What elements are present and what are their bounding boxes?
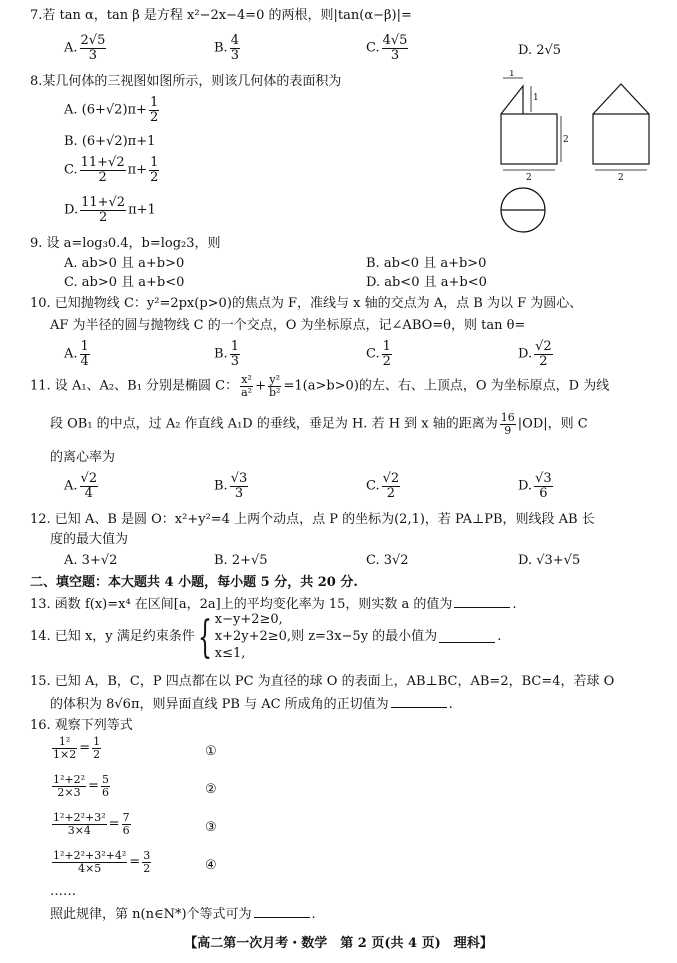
q16-stem: 16. 观察下列等式 (30, 718, 133, 733)
q10-option-d: D. $\frac{√2}{2}$ (518, 339, 552, 369)
q16-tag-2: ② (205, 782, 217, 797)
side-view (593, 84, 649, 164)
q11-option-b: B. $\frac{√3}{3}$ (214, 471, 248, 501)
q15-answer-blank[interactable] (391, 696, 447, 708)
q13: 13. 函数 f(x)=x⁴ 在区间[a，2a]上的平均变化率为 15，则实数 a 的值为 . (30, 597, 517, 612)
q10-option-c: C. $\frac{1}{2}$ (366, 339, 391, 369)
q12-option-d: D. √3+√5 (518, 553, 581, 568)
q10-option-a: A. $\frac{1}{4}$ (64, 339, 89, 369)
q7-option-c: C. $\frac{4√5}{3}$ (366, 33, 408, 63)
dim-body-height: 2 (563, 135, 569, 145)
q12-line1: 12. 已知 A、B 是圆 O：x²+y²=4 上两个动点，点 P 的坐标为(2,1)，若 PA⊥PB，则线段 AB 长 (30, 512, 595, 527)
q12-option-c: C. 3√2 (366, 553, 409, 568)
q7-stem: 7.若 tan α，tan β 是方程 x²−2x−4=0 的两根，则|tan(α−β)|= (30, 8, 412, 23)
q9-stem: 9. 设 a=log₃0.4，b=log₂3，则 (30, 236, 221, 251)
q14-constraints: x−y+2≥0, x+2y+2≥0, x≤1, (214, 612, 292, 661)
dim-front-width: 2 (526, 173, 532, 183)
q11-line1: 11. 设 A₁、A₂、B₁ 分别是椭圆 C： $\frac{\text{x²}}{\text{a²}}$ + $\frac{\text{y²}}{\text{b²}}$ =1(a>b>0)的左、右、上顶点，O 为坐标原点，D 为线 (30, 373, 610, 399)
q11-option-a: A. $\frac{√2}{4}$ (64, 471, 98, 501)
q16-tag-1: ① (205, 744, 217, 759)
q14-answer-blank[interactable] (439, 631, 495, 643)
three-view-figure (495, 70, 665, 240)
q12-option-a: A. 3+√2 (64, 553, 118, 568)
q10-line1: 10. 已知抛物线 C：y²=2px(p>0)的焦点为 F，准线与 x 轴的交点为 A，点 B 为以 F 为圆心、 (30, 296, 583, 311)
q16-rule: 照此规律，第 n(n∈N*)个等式可为 . (50, 907, 316, 922)
q16-answer-blank[interactable] (254, 906, 310, 918)
q14: 14. 已知 x，y 满足约束条件{ x−y+2≥0, x+2y+2≥0, x≤1, 则 z=3x−5y 的最小值为 . (30, 611, 502, 663)
dim-side-width: 2 (618, 173, 624, 183)
dim-top-width: 1 (509, 70, 515, 79)
q9-option-d: D. ab<0 且 a+b<0 (366, 275, 487, 290)
section-fill-in-title: 二、填空题：本大题共 4 小题，每小题 5 分，共 20 分. (30, 575, 358, 590)
q7-option-b: B. $\frac{4}{3}$ (214, 33, 239, 63)
q10-option-b: B. $\frac{1}{3}$ (214, 339, 239, 369)
q9-option-a: A. ab>0 且 a+b>0 (64, 256, 185, 271)
q13-answer-blank[interactable] (454, 596, 510, 608)
front-view (501, 86, 557, 164)
q16-tag-4: ④ (205, 858, 217, 873)
q11-line2: 段 OB₁ 的中点，过 A₂ 作直线 A₁D 的垂线，垂足为 H. 若 H 到 x 轴的距离为 $\frac{16}{9}$ |OD|，则 C (50, 411, 588, 437)
q10-line2: AF 为半径的圆与抛物线 C 的一个交点，O 为坐标原点，记∠ABO=θ，则 tan θ= (50, 318, 526, 333)
dim-roof-height: 1 (533, 93, 539, 103)
q9-option-b: B. ab<0 且 a+b>0 (366, 256, 487, 271)
q8-option-c: C. $\frac{11+√2}{2}$ π+ $\frac{1}{2}$ (64, 155, 159, 185)
q8-option-d: D. $\frac{11+√2}{2}$ π+1 (64, 195, 156, 225)
q7-option-d: D. 2√5 (518, 43, 562, 58)
q11-option-d: D. $\frac{√3}{6}$ (518, 471, 552, 501)
q16-equation-2: $\frac{\text{1²+2²}}{2\times 3}$ = $\frac{5}{6}$ (53, 773, 109, 799)
q16-equation-1: $\frac{\text{1²}}{1\times 2}$ = $\frac{1}{2}$ (53, 735, 101, 761)
q8-option-a: A. (6+√2)π+ $\frac{1}{2}$ (64, 95, 159, 125)
q8-option-b: B. (6+√2)π+1 (64, 134, 156, 149)
q15-line2: 的体积为 8√6π，则异面直线 PB 与 AC 所成角的正切值为 . (50, 697, 453, 712)
q11-option-c: C. $\frac{√2}{2}$ (366, 471, 400, 501)
q12-line2: 度的最大值为 (50, 532, 129, 547)
q8-stem: 8.某几何体的三视图如图所示，则该几何体的表面积为 (30, 74, 342, 89)
q16-ellipsis: …… (50, 884, 76, 899)
q16-tag-3: ③ (205, 820, 217, 835)
top-view (501, 188, 545, 232)
q7-option-a: A. $\frac{2√5}{3}$ (64, 33, 106, 63)
q15-line1: 15. 已知 A，B，C，P 四点都在以 PC 为直径的球 O 的表面上，AB⊥BC，AB=2，BC=4，若球 O (30, 674, 615, 689)
q14-brace: { (197, 611, 212, 663)
q16-equation-4: $\frac{\text{1²+2²+3²+4²}}{4\times 5}$ = $\frac{3}{2}$ (53, 849, 151, 875)
q9-option-c: C. ab>0 且 a+b<0 (64, 275, 185, 290)
page-footer: 【高二第一次月考・数学 第 2 页(共 4 页) 理科】 (184, 936, 493, 951)
q16-equation-3: $\frac{\text{1²+2²+3²}}{3\times 4}$ = $\frac{7}{6}$ (53, 811, 130, 837)
q11-line3: 的离心率为 (50, 450, 116, 465)
q12-option-b: B. 2+√5 (214, 553, 268, 568)
